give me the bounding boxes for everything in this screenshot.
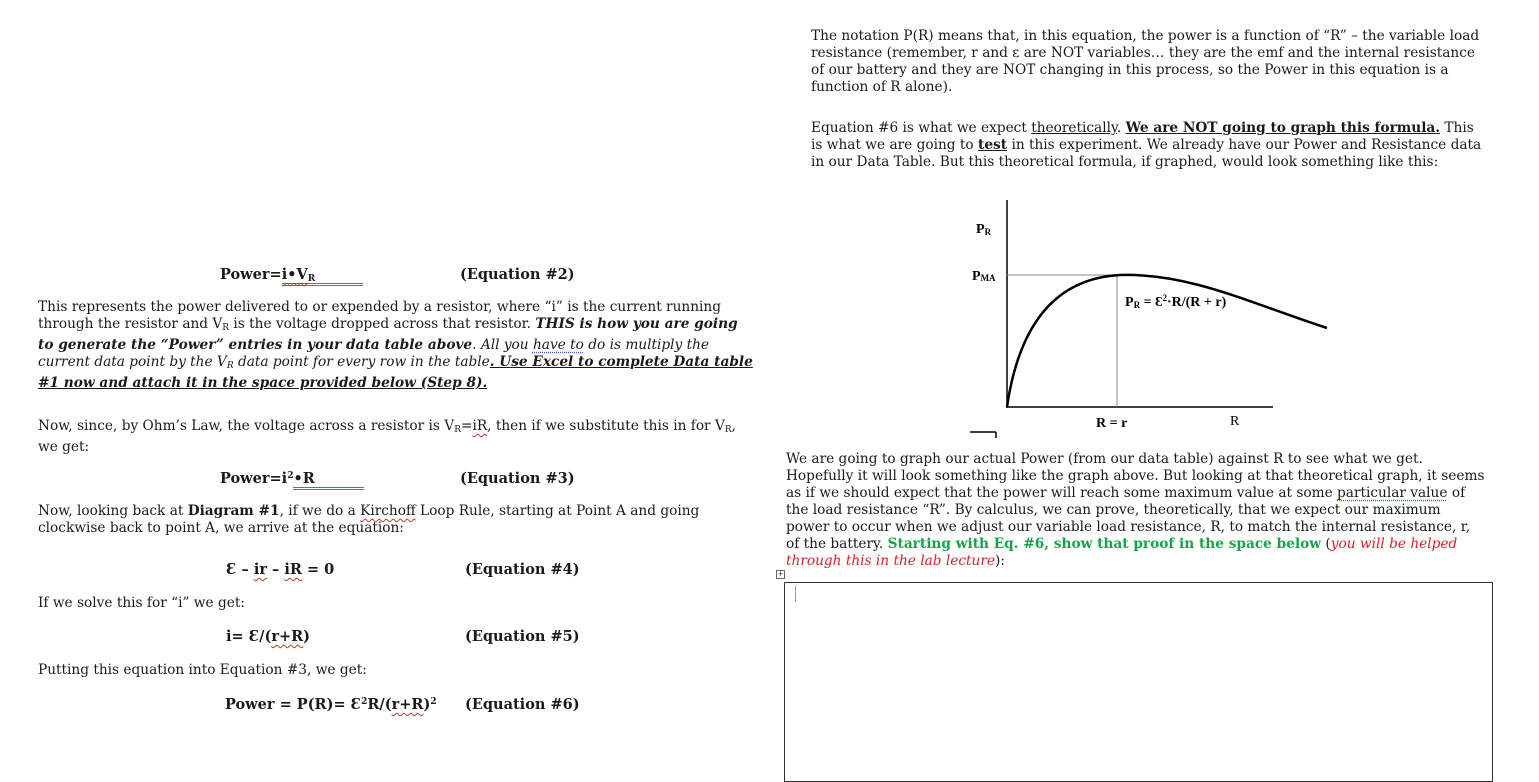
paragraph-substitute: Putting this equation into Equation #3, we get:	[38, 662, 367, 678]
y-axis-label: PR	[976, 222, 992, 237]
paragraph-kirchoff: Now, looking back at Diagram #1, if we do a Kirchoff Loop Rule, starting at Point A and going clockwise back to point A, we arrive at the equation:	[38, 503, 700, 536]
eq2-lhs-var: i•V	[281, 266, 308, 283]
paragraph-solve-i: If we solve this for “i” we get:	[38, 595, 245, 611]
paragraph-graph-actual: We are going to graph our actual Power (from our data table) against R to see what we get. Hopefully it will look something like the graph above. But looking at that theoretical graph, it seems as if we should expect that the power will reach some maximum value at some particular value of the load resistance “R”. By calculus, we can prove, theoretically, that we expect our maximum power to occur when we adjust our variable load resistance, R, to match the internal resistance, r, of the battery. Starting with Eq. #6, show that proof in the space below (you will be helped through this in the lab lecture):	[786, 451, 1485, 569]
formula-label: PR = $Ɛ^2\cdot R/(R + r)$	[1125, 293, 1227, 310]
equation-3	[38, 470, 758, 490]
paragraph-power-def: This represents the power delivered to or expended by a resistor, where “i” is the current running through the resistor and $V_R$ is the voltage dropped across that resistor. THIS is how you are going to generate the “Power” entries in your data table above. All you have to do is multiply the current data point by the $V_R$ data point for every row in the table. Use Excel to complete Data table #1 now and attach it in the space provided below (Step 8).	[38, 299, 753, 391]
x-axis-label: R	[1230, 414, 1240, 429]
eq2-lhs-sub: R	[307, 274, 316, 284]
eq4-label: (Equation #4)	[465, 561, 580, 578]
paragraph-notation: The notation P(R) means that, in this equation, the power is a function of “R” – the variable load resistance (remember, r and ε are NOT variables… they are the emf and the internal resistance of our battery and they are NOT changing in this process, so the Power in this equation is a function of R alone).	[811, 28, 1480, 95]
eq6-label: (Equation #6)	[465, 696, 580, 713]
eq3-lhs-var: •R	[293, 470, 316, 490]
equation-5: i= Ɛ/(r+R) (Equation #5)	[226, 628, 580, 645]
anchor-handle-icon[interactable]: +	[777, 570, 784, 578]
paragraph-ohms-law: Now, since, by Ohm’s Law, the voltage across a resistor is $V_R=iR$, then if we substitute this in for $V_R$, we get:	[38, 418, 736, 455]
eq3-lhs-sup: 2	[287, 471, 294, 481]
text-cursor	[795, 586, 796, 602]
r-equals-r-label: R = r	[1096, 416, 1128, 431]
theoretical-power-graph	[960, 195, 1340, 440]
pmax-label: PMA	[972, 269, 996, 284]
proof-answer-box[interactable]	[784, 582, 1493, 782]
eq3-label: (Equation #3)	[460, 470, 575, 487]
equation-4: Ɛ – ir – iR = 0 (Equation #4)	[226, 561, 580, 578]
eq5-label: (Equation #5)	[465, 628, 580, 645]
eq2-lhs: Power=	[220, 266, 282, 283]
eq3-lhs: Power=i	[220, 470, 288, 487]
equation-2	[38, 266, 758, 286]
equation-6: Power = $P(R)= Ɛ^2R/(r+R)^2$ (Equation #6)	[225, 696, 580, 713]
paragraph-equation-6-expectation: Equation #6 is what we expect theoretically. We are NOT going to graph this formula. This is what we are going to test in this experiment. We already have our Power and Resistance data in our Data Table. But this theoretical formula, if graphed, would look something like this:	[811, 120, 1482, 170]
eq2-label: (Equation #2)	[460, 266, 575, 283]
